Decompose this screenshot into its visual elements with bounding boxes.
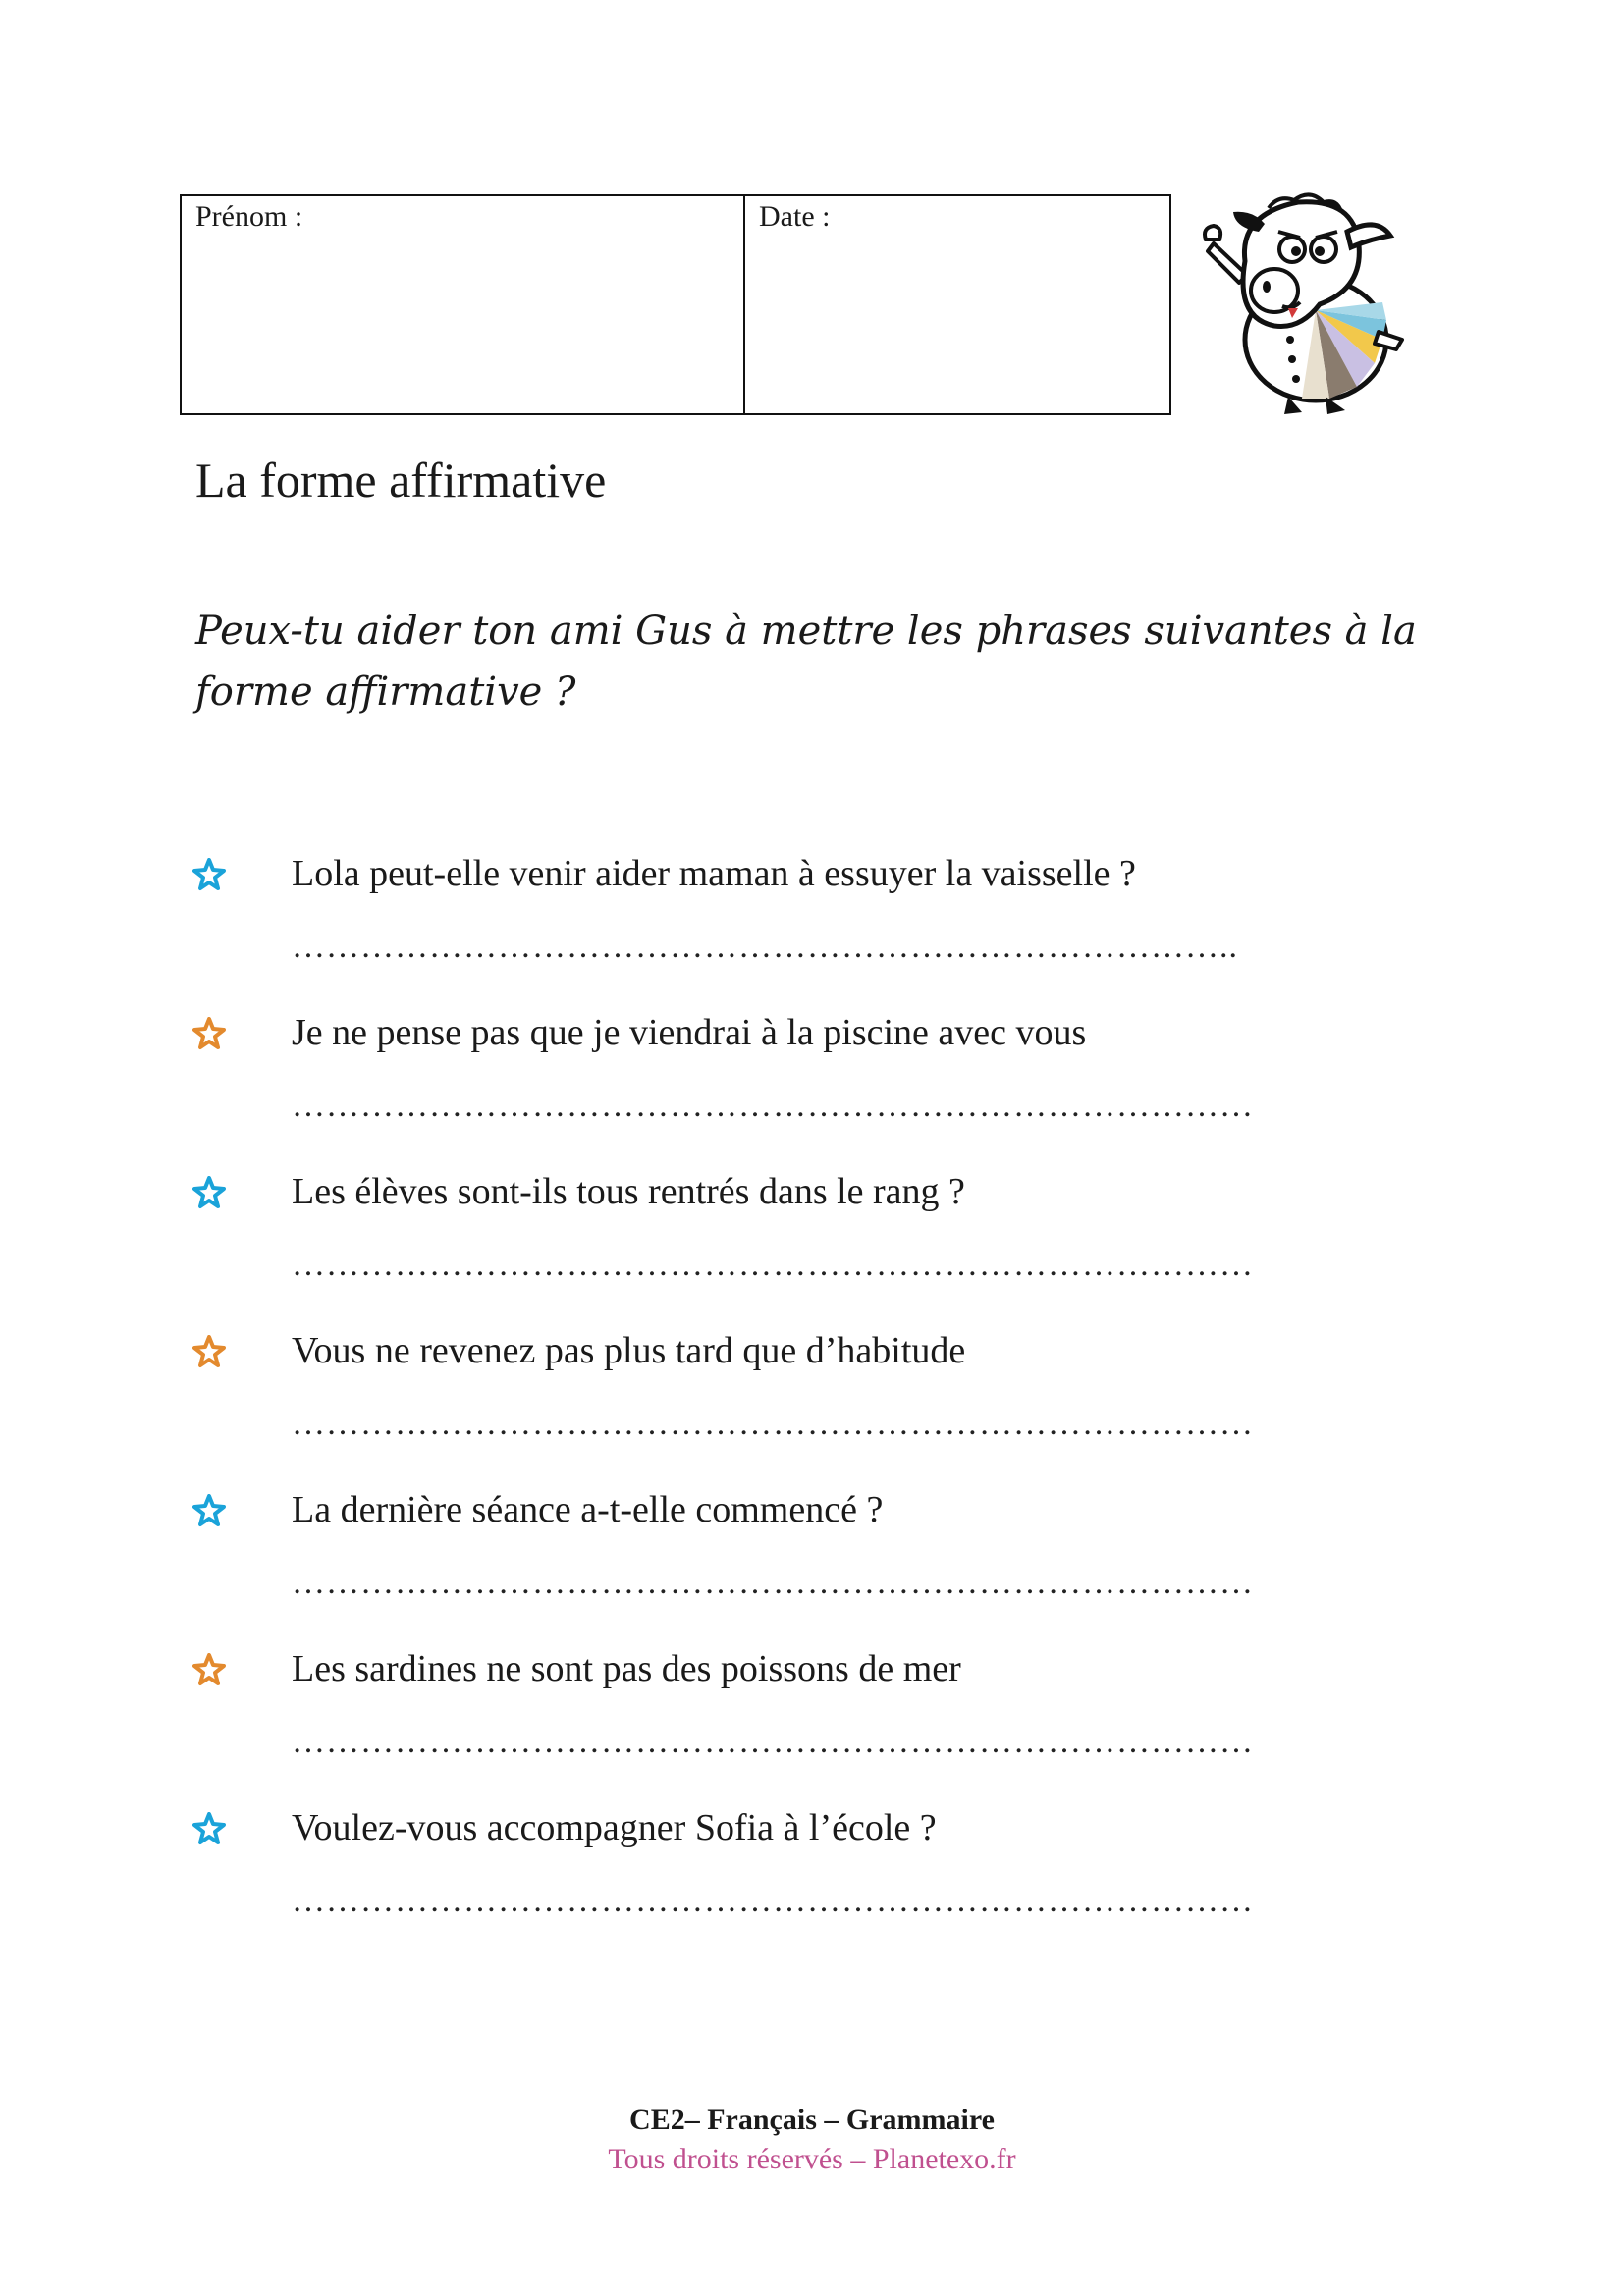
star-icon bbox=[192, 1017, 226, 1050]
star-icon bbox=[192, 1176, 226, 1209]
page-title: La forme affirmative bbox=[195, 453, 607, 507]
student-info-box bbox=[180, 194, 1171, 415]
exercise-sentence: Les sardines ne sont pas des poissons de mer bbox=[292, 1648, 961, 1689]
prenom-label: Prénom : bbox=[195, 200, 303, 233]
sheep-mascot-icon bbox=[1200, 192, 1416, 418]
exercise-item bbox=[0, 1806, 1624, 1963]
answer-line[interactable]: ……………………………………………………………………….. bbox=[292, 929, 1238, 965]
answer-line[interactable]: ………………………………………………………………………… bbox=[292, 1247, 1254, 1283]
answer-line[interactable]: ………………………………………………………………………… bbox=[292, 1724, 1254, 1760]
exercise-item bbox=[0, 852, 1624, 1009]
footer bbox=[0, 2101, 1624, 2179]
star-icon bbox=[192, 1494, 226, 1527]
prenom-field[interactable] bbox=[182, 196, 745, 413]
exercise-sentence: La dernière séance a-t-elle commencé ? bbox=[292, 1489, 884, 1530]
exercise-item bbox=[0, 1647, 1624, 1804]
footer-rights-link[interactable]: Tous droits réservés – Planetexo.fr bbox=[608, 2143, 1016, 2175]
answer-line[interactable]: ………………………………………………………………………… bbox=[292, 1883, 1254, 1919]
answer-line[interactable]: ………………………………………………………………………… bbox=[292, 1088, 1254, 1124]
star-icon bbox=[192, 1653, 226, 1686]
answer-line[interactable]: ………………………………………………………………………… bbox=[292, 1565, 1254, 1601]
answer-line[interactable]: ………………………………………………………………………… bbox=[292, 1406, 1254, 1442]
footer-subject: CE2– Français – Grammaire bbox=[629, 2104, 995, 2136]
star-icon bbox=[192, 1335, 226, 1368]
date-field[interactable] bbox=[745, 196, 1169, 413]
exercise-item bbox=[0, 1011, 1624, 1168]
exercise-sentence: Je ne pense pas que je viendrai à la piscine avec vous bbox=[292, 1012, 1087, 1053]
exercise-item bbox=[0, 1170, 1624, 1327]
star-icon bbox=[192, 1812, 226, 1845]
exercise-sentence: Lola peut-elle venir aider maman à essuyer la vaisselle ? bbox=[292, 853, 1136, 894]
exercise-item bbox=[0, 1329, 1624, 1486]
star-icon bbox=[192, 858, 226, 891]
instruction-text: Peux-tu aider ton ami Gus à mettre les phrases suivantes à la forme affirmative ? bbox=[195, 609, 1417, 715]
exercise-sentence: Les élèves sont-ils tous rentrés dans le rang ? bbox=[292, 1171, 965, 1212]
exercise-item bbox=[0, 1488, 1624, 1645]
exercise-sentence: Vous ne revenez pas plus tard que d’habitude bbox=[292, 1330, 966, 1371]
exercise-sentence: Voulez-vous accompagner Sofia à l’école ? bbox=[292, 1807, 937, 1848]
date-label: Date : bbox=[759, 200, 831, 233]
